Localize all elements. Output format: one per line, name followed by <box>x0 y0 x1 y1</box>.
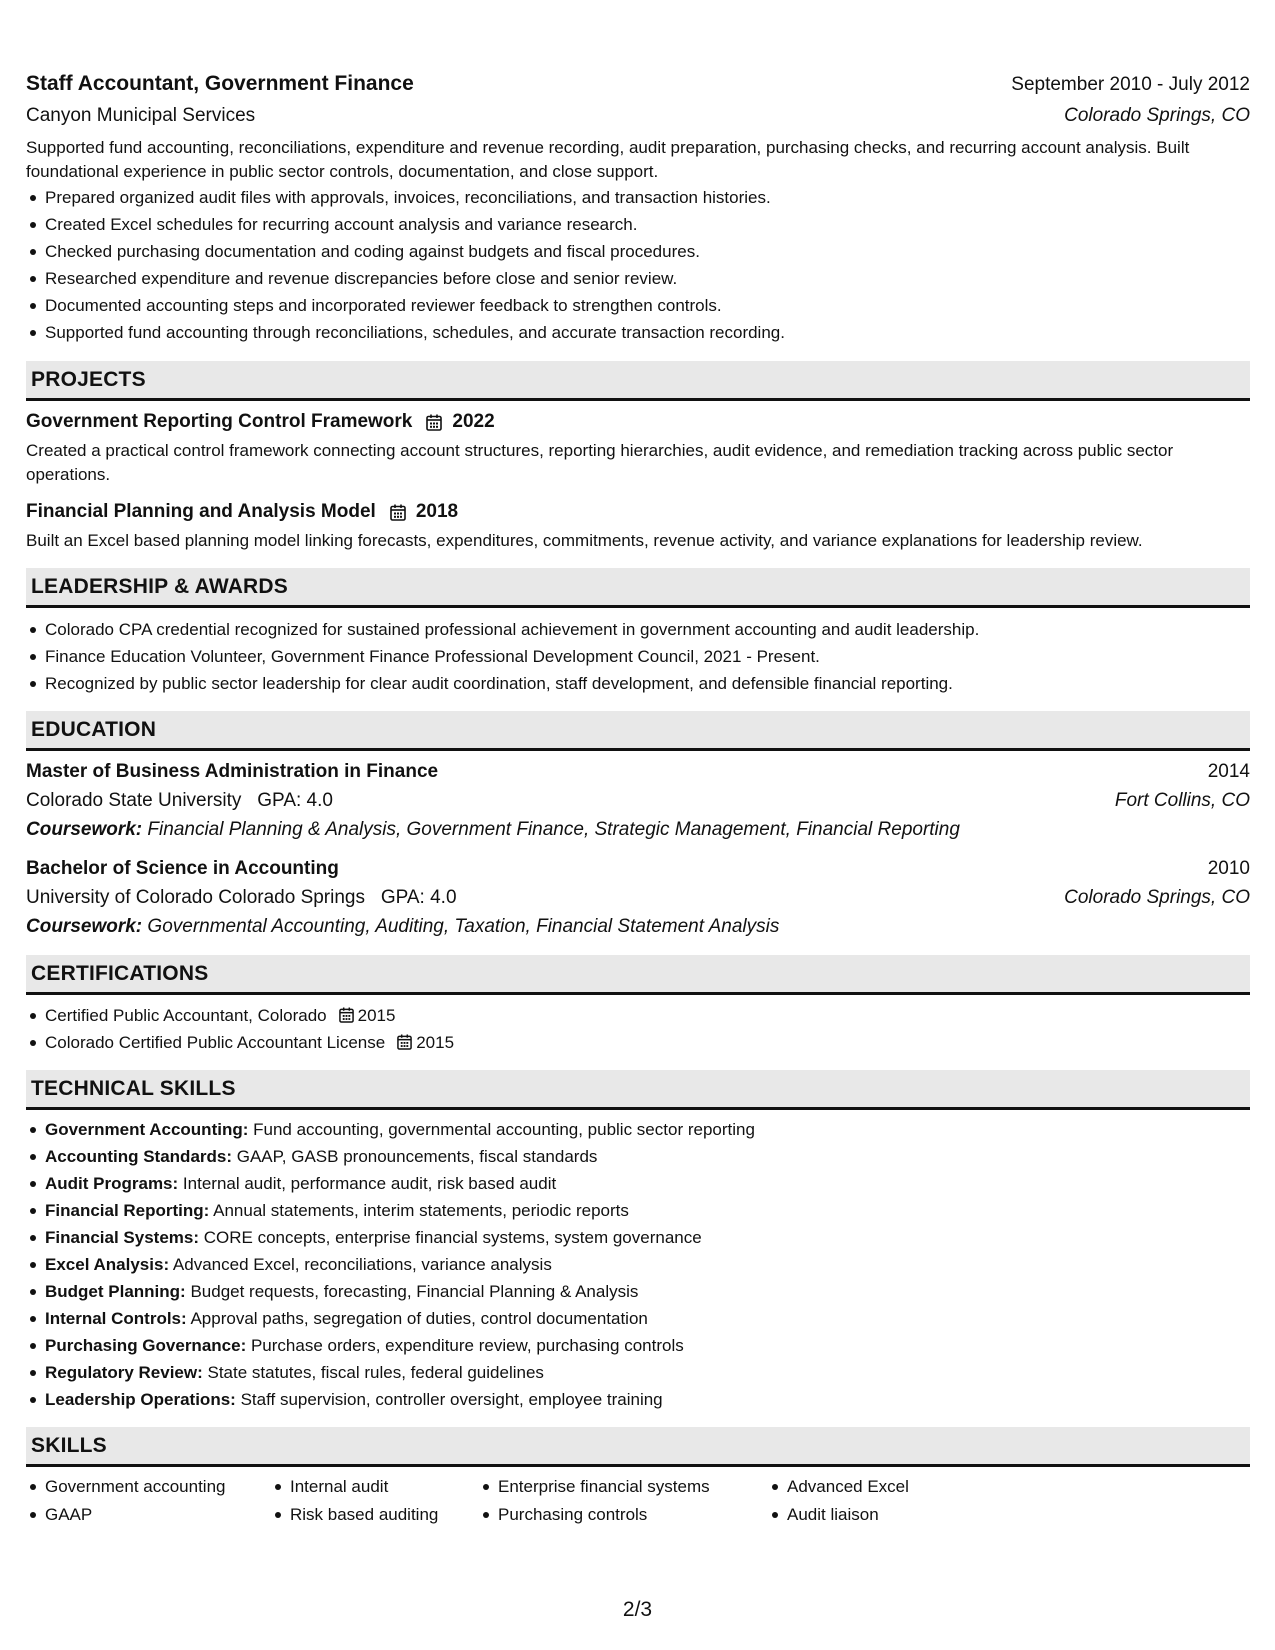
list-item: Enterprise financial systems <box>479 1473 768 1501</box>
calendar-icon <box>390 504 406 521</box>
company-name: Canyon Municipal Services <box>26 105 256 126</box>
school-name: Colorado State University <box>26 790 242 811</box>
skill-label: Purchasing Governance: <box>45 1336 247 1355</box>
list-item <box>26 1002 1250 1029</box>
coursework-label: Coursework: <box>26 916 143 937</box>
skill-label: Internal Controls: <box>45 1309 187 1328</box>
list-item: Risk based auditing <box>271 1501 479 1529</box>
skill-label: Financial Reporting: <box>45 1201 210 1220</box>
list-item <box>26 1332 1250 1359</box>
job-summary: Supported fund accounting, reconciliations, expenditure and revenue recording, audit preparation, purchasing checks, and recurring account analysis. Built foundational experience in public sector controls, documentation, and close support. <box>26 138 1190 181</box>
skills-grid <box>26 1473 1250 1529</box>
school-name: University of Colorado Colorado Springs <box>26 887 365 908</box>
project-entry <box>26 411 1250 487</box>
gpa: GPA: 4.0 <box>257 790 333 811</box>
section-header-technical-skills: TECHNICAL SKILLS <box>26 1070 1250 1110</box>
list-item: Prepared organized audit files with approvals, invoices, reconciliations, and transaction histories. <box>26 184 1250 211</box>
leadership-list <box>26 616 1250 697</box>
skill-value: Annual statements, interim statements, periodic reports <box>213 1201 629 1220</box>
skill-label: Regulatory Review: <box>45 1363 203 1382</box>
skill-value: CORE concepts, enterprise financial systems, system governance <box>203 1228 702 1247</box>
project-description: Built an Excel based planning model linking forecasts, expenditures, commitments, revenue activity, and variance explanations for leadership review. <box>26 531 1143 550</box>
skill-label: Audit Programs: <box>45 1174 179 1193</box>
list-item: Recognized by public sector leadership for clear audit coordination, staff development, and defensible financial reporting. <box>26 670 1250 697</box>
list-item <box>26 1029 1250 1056</box>
degree-year: 2010 <box>1207 858 1250 879</box>
coursework: Governmental Accounting, Auditing, Taxation, Financial Statement Analysis <box>147 916 780 937</box>
list-item: Audit liaison <box>768 1501 988 1529</box>
coursework-label: Coursework: <box>26 819 143 840</box>
skill-label: Financial Systems: <box>45 1228 200 1247</box>
calendar-icon <box>397 1034 412 1050</box>
list-item: Checked purchasing documentation and coding against budgets and fiscal procedures. <box>26 238 1250 265</box>
page-number: 2/3 <box>622 1598 653 1621</box>
project-entry <box>26 501 1250 553</box>
project-description: Created a practical control framework connecting account structures, reporting hierarchies, audit evidence, and remediation tracking across public sector operations. <box>26 441 1174 484</box>
degree-title: Bachelor of Science in Accounting <box>26 858 339 879</box>
resume-page <box>26 72 1250 1529</box>
job-dates: September 2010 - July 2012 <box>1011 74 1250 95</box>
skill-label: Government Accounting: <box>45 1120 249 1139</box>
list-item: GAAP <box>26 1501 271 1529</box>
education-entry <box>26 858 1250 938</box>
school-location: Colorado Springs, CO <box>1064 887 1250 908</box>
certification-name: Certified Public Accountant, Colorado <box>45 1006 327 1025</box>
list-item: Supported fund accounting through reconciliations, schedules, and accurate transaction recording. <box>26 319 1250 346</box>
project-title: Financial Planning and Analysis Model <box>26 501 376 522</box>
section-header-projects: PROJECTS <box>26 361 1250 401</box>
job-title: Staff Accountant, Government Finance <box>26 72 414 95</box>
experience-entry <box>26 72 1250 346</box>
certification-name: Colorado Certified Public Accountant License <box>45 1033 386 1052</box>
skill-value: Approval paths, segregation of duties, control documentation <box>190 1309 648 1328</box>
list-item: Documented accounting steps and incorporated reviewer feedback to strengthen controls. <box>26 292 1250 319</box>
list-item <box>26 1224 1250 1251</box>
section-header-education: EDUCATION <box>26 711 1250 751</box>
degree-year: 2014 <box>1207 761 1250 782</box>
calendar-icon <box>426 414 442 431</box>
degree-title: Master of Business Administration in Finance <box>26 761 439 782</box>
list-item: Advanced Excel <box>768 1473 988 1501</box>
list-item <box>26 1386 1250 1413</box>
skill-label: Accounting Standards: <box>45 1147 233 1166</box>
skills-column <box>271 1473 479 1529</box>
skills-column <box>26 1473 271 1529</box>
skill-value: Fund accounting, governmental accounting, public sector reporting <box>253 1120 755 1139</box>
project-title: Government Reporting Control Framework <box>26 411 413 432</box>
skill-value: Budget requests, forecasting, Financial Planning & Analysis <box>190 1282 639 1301</box>
certifications-list <box>26 1002 1250 1056</box>
certification-year: 2015 <box>357 1006 396 1025</box>
list-item: Government accounting <box>26 1473 271 1501</box>
list-item: Internal audit <box>271 1473 479 1501</box>
list-item: Finance Education Volunteer, Government Finance Professional Development Council, 2021 - Present. <box>26 643 1250 670</box>
section-header-certifications: CERTIFICATIONS <box>26 955 1250 995</box>
skill-value: Internal audit, performance audit, risk based audit <box>182 1174 557 1193</box>
list-item <box>26 1359 1250 1386</box>
skill-value: Staff supervision, controller oversight, employee training <box>240 1390 663 1409</box>
skill-label: Leadership Operations: <box>45 1390 236 1409</box>
skill-value: State statutes, fiscal rules, federal guidelines <box>207 1363 544 1382</box>
section-header-leadership: LEADERSHIP & AWARDS <box>26 568 1250 608</box>
list-item <box>26 1251 1250 1278</box>
job-location: Colorado Springs, CO <box>1064 105 1250 126</box>
list-item <box>26 1197 1250 1224</box>
list-item <box>26 1170 1250 1197</box>
list-item: Researched expenditure and revenue discrepancies before close and senior review. <box>26 265 1250 292</box>
calendar-icon <box>339 1007 354 1023</box>
list-item <box>26 1278 1250 1305</box>
skill-label: Excel Analysis: <box>45 1255 170 1274</box>
coursework: Financial Planning & Analysis, Government Finance, Strategic Management, Financial Reporting <box>147 819 960 840</box>
skills-column <box>479 1473 768 1529</box>
list-item <box>26 1143 1250 1170</box>
project-year: 2018 <box>415 501 459 522</box>
section-header-skills: SKILLS <box>26 1427 1250 1467</box>
skill-value: GAAP, GASB pronouncements, fiscal standards <box>236 1147 598 1166</box>
school-location: Fort Collins, CO <box>1114 790 1250 811</box>
certification-year: 2015 <box>416 1033 455 1052</box>
skills-column <box>768 1473 988 1529</box>
technical-skills-list <box>26 1116 1250 1413</box>
skill-label: Budget Planning: <box>45 1282 186 1301</box>
list-item: Created Excel schedules for recurring account analysis and variance research. <box>26 211 1250 238</box>
job-bullets <box>26 184 1250 346</box>
skill-value: Advanced Excel, reconciliations, variance analysis <box>172 1255 552 1274</box>
project-year: 2022 <box>452 411 495 432</box>
list-item: Colorado CPA credential recognized for sustained professional achievement in government accounting and audit leadership. <box>26 616 1250 643</box>
list-item <box>26 1305 1250 1332</box>
list-item <box>26 1116 1250 1143</box>
gpa: GPA: 4.0 <box>380 887 457 908</box>
education-entry <box>26 761 1250 841</box>
list-item: Purchasing controls <box>479 1501 768 1529</box>
skill-value: Purchase orders, expenditure review, purchasing controls <box>250 1336 684 1355</box>
